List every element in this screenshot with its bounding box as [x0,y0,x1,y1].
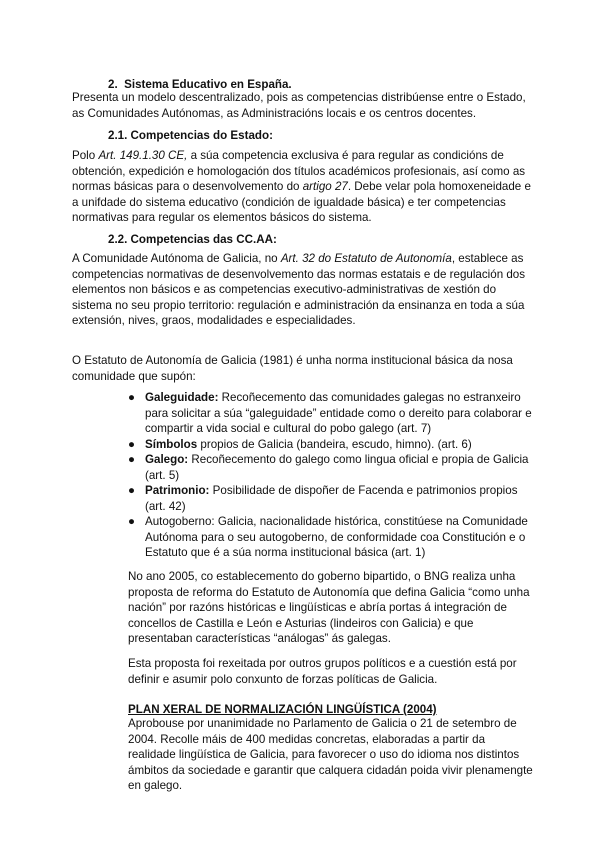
bullet-icon: ● [128,437,136,451]
bullet-icon: ● [128,515,136,528]
item-term: Patrimonio: [145,484,210,497]
text-run: , establece as competencias normativas de desenvolvemento das normas estatais e de regulación dos elementos non básicos e as competencias executivo-administrativas de xestión do sistema no seu propio territorio: regulación e administración da ensinanza en toda a súa extensión, nives, graos, modalidades e especialidades. [72,252,526,327]
section-2-number: 2. [108,78,118,91]
item-text: Recoñecemento das comunidades galegas no estranxeiro para solicitar a súa “galeguidade” entidade como o dereito para colaborar e compartir a vida social e cultural do pobo galego (art. 7) [145,391,532,435]
item-text: Autogoberno: Galicia, nacionalidade histórica, constitúese na Comunidade Autónoma para o seu autogoberno, de conformidade coa Constitución e o Estatuto que é a súa norma institucional básica (art. 1) [145,515,528,559]
bullet-icon: ● [128,453,136,466]
law-reference: Art. 149.1.30 CE, [98,149,188,162]
plan-paragraph: Aprobouse por unanimidade no Parlamento de Galicia o 21 de setembro de 2004. Recolle máis de 400 medidas concretas, elaboradas a partir da realidade lingüística de Galicia, para favorecer o uso do idioma nos distintos ámbitos da sociedade e garantir que calquera cidadán poida vivir plenamengte en galego. [128,717,533,792]
section-2-1-heading: 2.1. Competencias do Estado: [108,129,273,142]
text-run: A Comunidade Autónoma de Galicia, no [72,252,281,265]
law-reference: Art. 32 do Estatuto de Autonomía [280,252,452,265]
text-run: a súa competencia exclusiva é para regular as condicións de obtención, expedición e homologación dos títulos académicos profesionais, así como as normas básicas para o desenvolvemento do [72,149,526,193]
item-term: Símbolos [145,437,198,451]
estatuto-intro: O Estatuto de Autonomía de Galicia (1981) é unha norma institucional básica da nosa comunidade que supón: [72,354,513,383]
item-term: Galego: [145,453,189,466]
item-text: propios de Galicia (bandeira, escudo, himno). (art. 6) [197,437,472,451]
bullet-icon: ● [128,391,136,404]
section-2-intro: Presenta un modelo descentralizado, pois as competencias distribúense entre o Estado, as Comunidades Autónomas, as Administracións locais e os centros docentes. [72,91,526,120]
article-reference: artigo 27 [302,180,348,193]
list-item [128,390,534,437]
list-item [128,514,534,561]
section-2-2-heading: 2.2. Competencias das CC.AA: [108,233,277,246]
item-text: Recoñecemento do galego como lingua oficial e propia de Galicia (art. 5) [145,453,529,482]
list-item [128,452,534,483]
reforma-paragraph: No ano 2005, co establecemento do goberno bipartido, o BNG realiza unha proposta de reforma do Estatuto de Autonomía que defina Galicia “como unha nación” por razóns históricas e lingüísticas e abría portas á integración de concellos de Castilla e León e Asturias (lindeiros con Galicia) e que presentaban características “análogas” ás galegas. [128,570,530,645]
text-run: . Debe velar pola homoxeneidade e a unifdade do sistema educativo (condición de igualdade básica) e ter competencias normativas para regular os elementos básicos do sistema. [72,180,531,224]
list-item [128,437,534,453]
estatuto-bullet-list [128,390,534,561]
rexeitada-paragraph: Esta proposta foi rexeitada por outros grupos políticos e a cuestión está por definir e asumir polo conxunto de forzas políticas de Galicia. [128,657,517,686]
list-item [128,483,534,514]
plan-heading: PLAN XERAL DE NORMALIZACIÓN LINGÜÍSTICA (2004) [128,703,437,716]
section-2-2-paragraph [72,251,534,329]
item-text: Posibilidade de dispoñer de Facenda e patrimonios propios (art. 42) [145,484,518,513]
item-term: Galeguidade: [145,391,219,404]
text-run: Polo [72,149,99,162]
bullet-icon: ● [128,484,136,497]
section-2-1-paragraph [72,148,534,226]
section-2-title: Sistema Educativo en España. [124,78,292,91]
